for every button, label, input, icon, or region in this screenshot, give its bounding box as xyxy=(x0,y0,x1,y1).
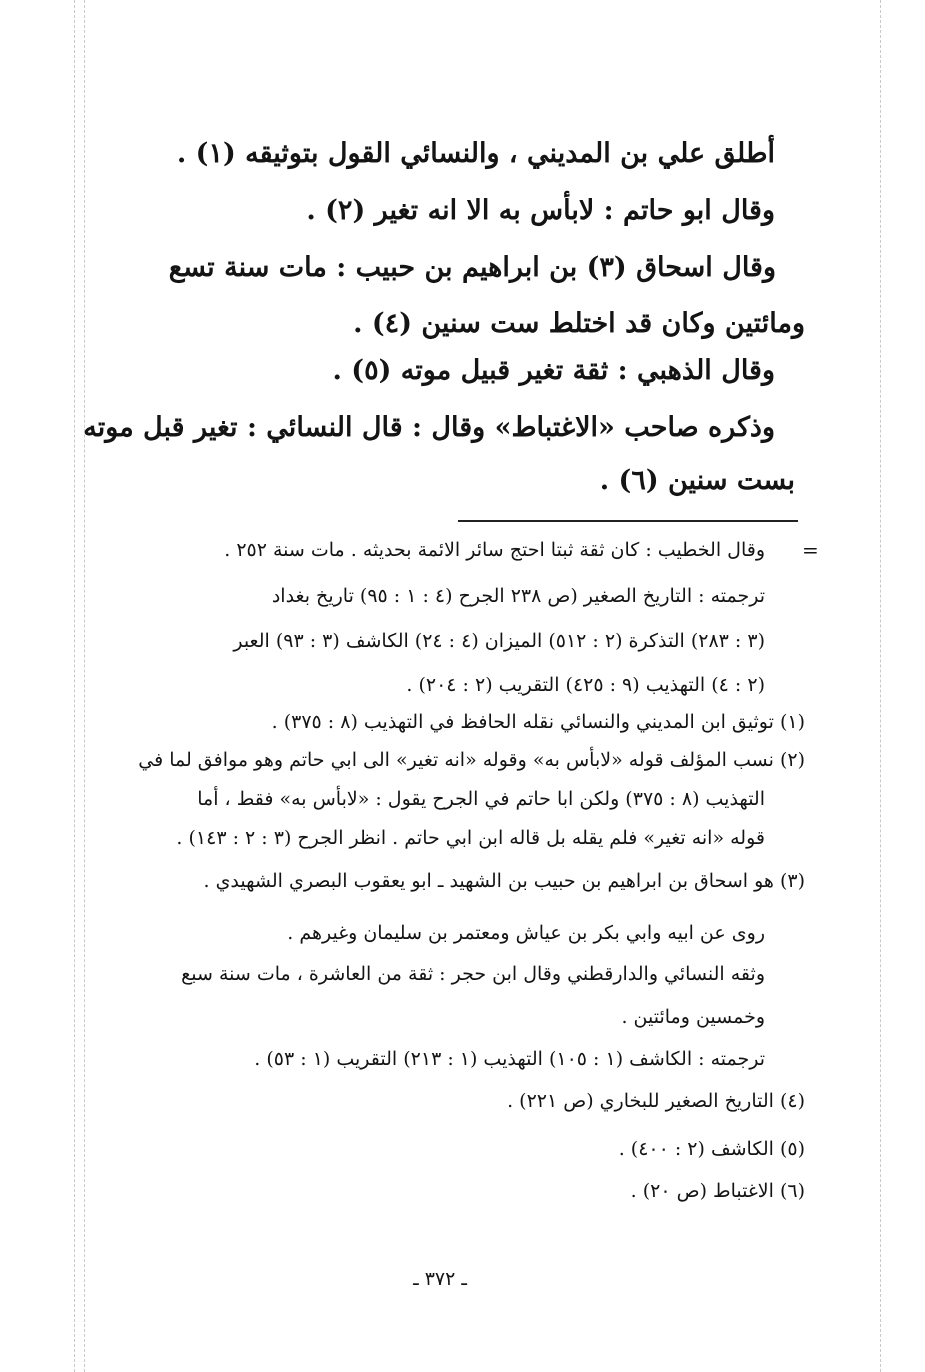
main-line-5: وقال الذهبي : ثقة تغير قبيل موته (٥) . xyxy=(332,355,775,386)
footnote-line-12: وخمسين ومائتين . xyxy=(621,1006,765,1028)
main-line-3: وقال اسحاق (٣) بن ابراهيم بن حبيب : مات سنة تسع xyxy=(168,252,776,283)
footnote-line-10: روى عن ابيه وابي بكر بن عياش ومعتمر بن سليمان وغيرهم . xyxy=(287,922,765,944)
footnote-line-3: (٣ : ٢٨٣) التذكرة (٢ : ٥١٢) الميزان (٤ : ٢٤) الكاشف (٣ : ٩٣) العبر xyxy=(233,630,765,652)
footnote-line-8: قوله «انه تغير» فلم يقله بل قاله ابن ابي حاتم . انظر الجرح (٣ : ٢ : ١٤٣) . xyxy=(176,827,765,849)
footnote-line-6: (٢) نسب المؤلف قوله «لابأس به» وقوله «انه تغير» الى ابي حاتم وهو موافق لما في xyxy=(138,749,805,771)
main-line-1: أطلق علي بن المديني ، والنسائي القول بتوثيقه (١) . xyxy=(176,138,775,169)
left-margin-edge-inner xyxy=(84,0,85,1372)
footnote-line-5: (١) توثيق ابن المديني والنسائي نقله الحافظ في التهذيب (٨ : ٣٧٥) . xyxy=(271,711,805,733)
right-margin-edge xyxy=(880,0,881,1372)
main-line-7: بست سنين (٦) . xyxy=(599,465,795,496)
footnote-line-9: (٣) هو اسحاق بن ابراهيم بن حبيب بن الشهيد ـ ابو يعقوب البصري الشهيدي . xyxy=(203,870,805,892)
footnote-separator xyxy=(458,520,798,522)
main-line-4: ومائتين وكان قد اختلط ست سنين (٤) . xyxy=(353,308,805,339)
footnote-line-11: وثقه النسائي والدارقطني وقال ابن حجر : ثقة من العاشرة ، مات سنة سبع xyxy=(181,963,765,985)
footnote-line-7: التهذيب (٨ : ٣٧٥) ولكن ابا حاتم في الجرح يقول : «لابأس به» فقط ، أما xyxy=(197,788,765,810)
footnote-line-1: وقال الخطيب : كان ثقة ثبتا احتج سائر الائمة بحديثه . مات سنة ٢٥٢ . xyxy=(224,539,765,561)
footnote-line-16: (٦) الاغتباط (ص ٢٠) . xyxy=(630,1180,805,1202)
footnote-line-14: (٤) التاريخ الصغير للبخاري (ص ٢٢١) . xyxy=(507,1090,805,1112)
continuation-mark: = xyxy=(802,538,819,562)
left-margin-edge xyxy=(74,0,75,1372)
footnote-line-2: ترجمته : التاريخ الصغير (ص ٢٣٨ الجرح (٤ : ١ : ٩٥) تاريخ بغداد xyxy=(271,585,765,607)
main-line-2: وقال ابو حاتم : لابأس به الا انه تغير (٢) . xyxy=(306,195,775,226)
page-number: ـ ٣٧٢ ـ xyxy=(413,1268,467,1290)
main-line-6: وذكره صاحب «الاغتباط» وقال : قال النسائي : تغير قبل موته xyxy=(83,412,775,443)
footnote-line-4: (٢ : ٤) التهذيب (٩ : ٤٢٥) التقريب (٢ : ٢٠٤) . xyxy=(406,674,765,696)
footnote-line-15: (٥) الكاشف (٢ : ٤٠٠) . xyxy=(618,1138,805,1160)
footnote-line-13: ترجمته : الكاشف (١ : ١٠٥) التهذيب (١ : ٢١٣) التقريب (١ : ٥٣) . xyxy=(254,1048,765,1070)
